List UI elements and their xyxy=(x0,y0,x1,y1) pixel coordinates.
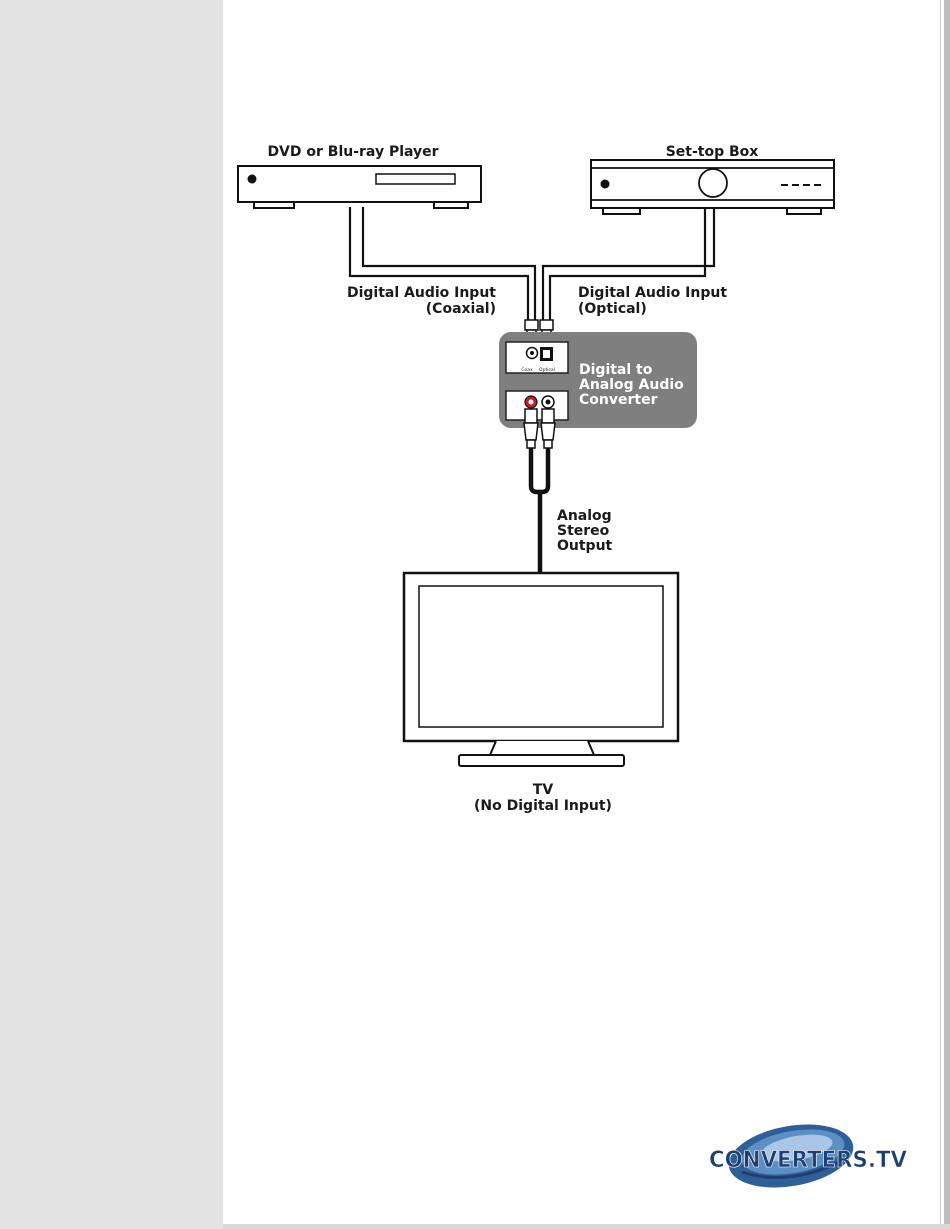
analog-stereo-cable xyxy=(531,448,548,574)
converter-label-line2: Analog Audio xyxy=(579,377,684,393)
converters-tv-logo xyxy=(709,1116,907,1197)
coax-input-label-line1: Digital Audio Input xyxy=(346,285,496,301)
dvd-player-label: DVD or Blu-ray Player xyxy=(267,144,439,160)
tv-device xyxy=(404,573,678,766)
logo-text: CONVERTERS.TV xyxy=(709,1148,907,1173)
optical-input-label-line2: (Optical) xyxy=(578,301,647,317)
analog-output-label-line3: Output xyxy=(557,538,613,554)
converter-label-line3: Converter xyxy=(579,392,658,408)
tv-label-line2: (No Digital Input) xyxy=(474,798,612,814)
analog-output-label-line1: Analog xyxy=(557,508,612,524)
dvd-player-device xyxy=(238,166,481,208)
coax-input-label-line2: (Coaxial) xyxy=(425,301,496,317)
optical-input-label-line1: Digital Audio Input xyxy=(578,285,728,301)
coax-port-label: Coax xyxy=(521,368,533,373)
settop-box-device xyxy=(591,160,834,214)
settop-box-label: Set-top Box xyxy=(665,144,759,160)
analog-output-label-line2: Stereo xyxy=(557,523,610,539)
optical-port-label: Optical xyxy=(539,368,555,373)
tv-label-line1: TV xyxy=(532,782,554,798)
converter-label-line1: Digital to xyxy=(579,362,653,378)
